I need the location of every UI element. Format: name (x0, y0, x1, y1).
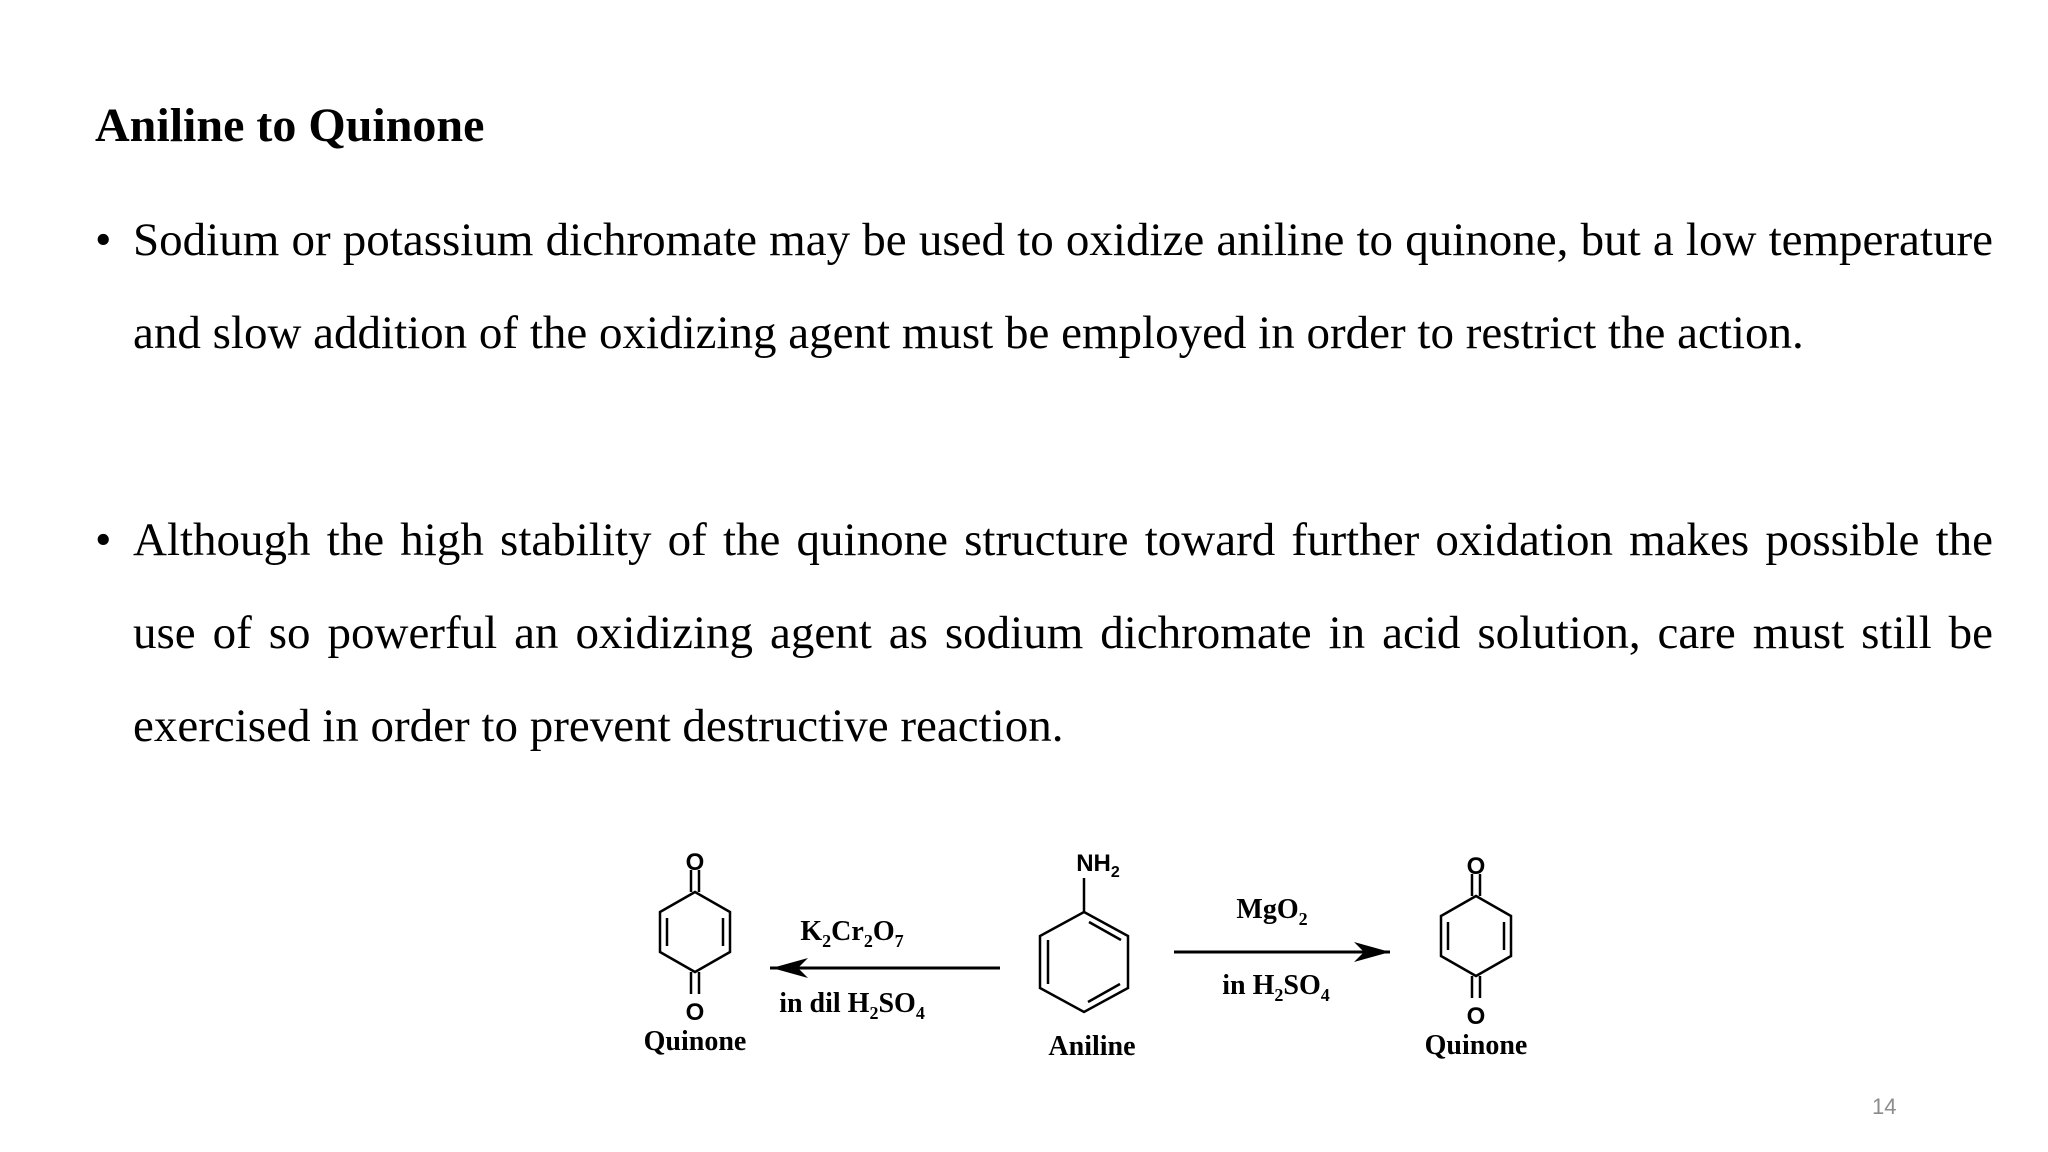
quinone-right-top-oxygen: O (1466, 853, 1486, 880)
aniline-amino-group: $NH_2$ (1076, 850, 1120, 881)
quinone-structure-left (660, 870, 730, 994)
quinone-structure-right (1441, 874, 1511, 998)
quinone-right-bottom-oxygen: O (1466, 1003, 1486, 1030)
bullet-marker: • (95, 514, 112, 566)
reaction-scheme (600, 840, 1580, 1090)
right-reagent-conditions: in $H_2SO_4$ (1222, 970, 1330, 1005)
aniline-structure (1040, 878, 1128, 1012)
slide-title: Aniline to Quinone (95, 99, 485, 152)
left-reaction-arrow (770, 958, 1000, 978)
page-number: 14 (1872, 1094, 1897, 1119)
left-reagent-formula: $K_2Cr_2O_7$ (800, 916, 904, 951)
right-reaction-arrow (1174, 942, 1390, 962)
bullet-marker: • (95, 214, 112, 266)
aniline-label: Aniline (1048, 1031, 1136, 1062)
quinone-left-top-oxygen: O (685, 849, 705, 876)
bullet-text: Sodium or potassium dichromate may be used to oxidize aniline to quinone, but a low temperature and slow addition of the oxidizing agent must be employed in order to restrict the action. (133, 214, 1993, 359)
quinone-right-label: Quinone (1424, 1030, 1528, 1061)
reaction-scheme-svg (600, 840, 1580, 1090)
left-reagent-conditions: in dil $H_2SO_4$ (779, 988, 925, 1023)
bullet-text: Although the high stability of the quinone structure toward further oxidation makes possible the use of so powerful an oxidizing agent as sodium dichromate in acid solution, care must still be exercised in order to prevent destructive reaction. (133, 514, 1993, 752)
right-reagent-formula: MgO$_2$ (1236, 894, 1308, 929)
quinone-left-bottom-oxygen: O (685, 999, 705, 1026)
bullet-item (95, 194, 1993, 380)
bullet-item (95, 494, 1993, 773)
quinone-left-label: Quinone (643, 1026, 747, 1057)
